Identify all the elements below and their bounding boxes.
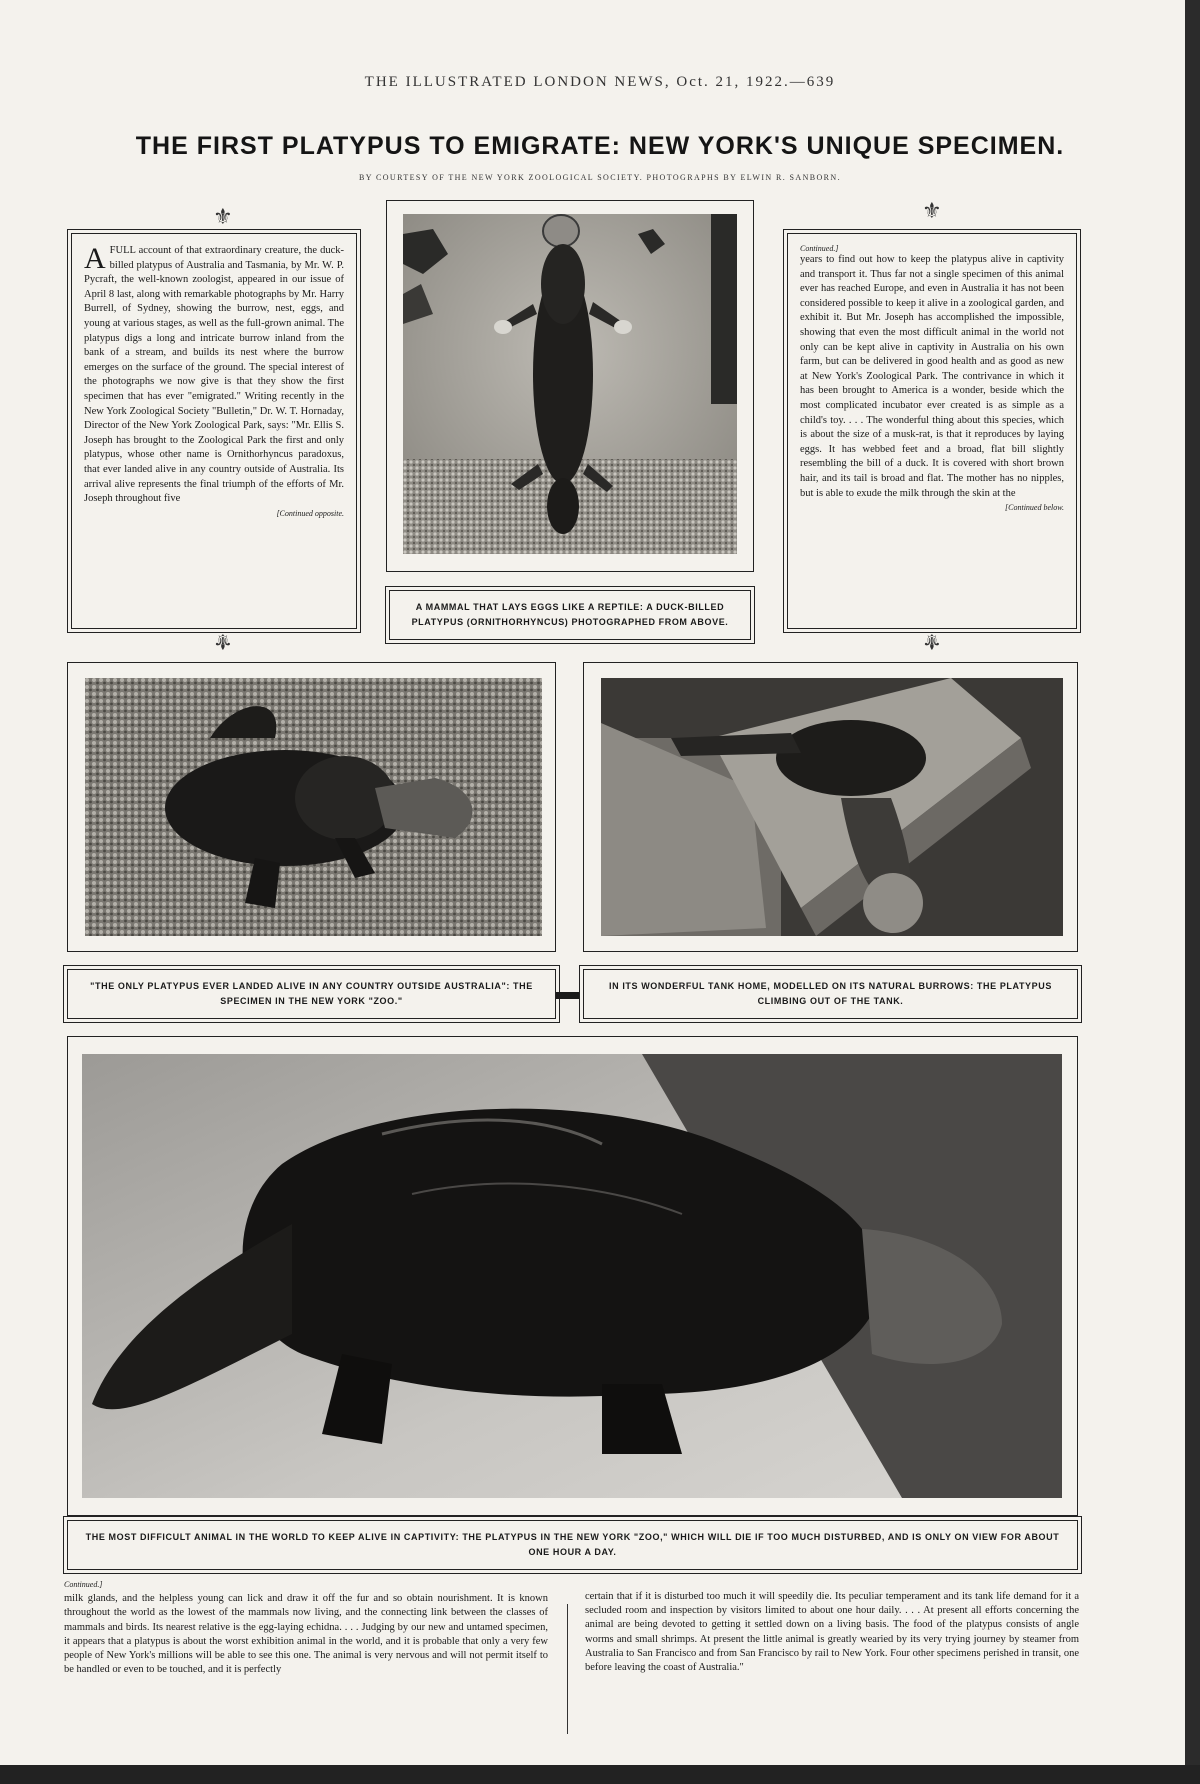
article-column-right (787, 233, 1077, 629)
article-body: FULL account of that extraordinary creature, the duck-billed platypus of Australia and Tasmania, by Mr. W. P. Pycraft, the well-known zoologist, appeared in our issue of April 8 last, along with remarkable photographs by Mr. Harry Burrell, of Sydney, showing the burrow, nest, eggs, and young at various stages, as well as the full-grown animal. The platypus digs a long and intricate burrow inland from the bank of a stream, and builds its nest where the burrow emerges on the surface of the ground. The special interest of the photographs we now give is that they show the first specimen that has ever "emigrated." Writing recently in the New York Zoological Society "Bulletin," Dr. W. T. Hornaday, Director of the New York Zoological Park, says: "Mr. Ellis S. Joseph has brought to the Zoological Park the first and only platypus, whose other name is Ornithorhyncus paradoxus, that ever landed alive in any country outside of Australia. Its arrival alive represents the final triumph of the efforts of Mr. Joseph throughout five (84, 245, 344, 505)
running-head: THE ILLUSTRATED LONDON NEWS, Oct. 21, 1922.—639 (364, 74, 836, 90)
platypus-photo-from-above (403, 214, 737, 554)
article-text (84, 244, 344, 507)
photo-credit: BY COURTESY OF THE NEW YORK ZOOLOGICAL SOCIETY. PHOTOGRAPHS BY ELWIN R. SANBORN. (359, 173, 841, 182)
column-divider (567, 1604, 568, 1734)
fleur-ornament-icon: ⚜ (922, 629, 942, 654)
article-body: certain that if it is disturbed too much it will speedily die. Its peculiar temperament and its tank life demand for it a secluded room and inspection by visitors limited to about one hour daily. . . . At present all efforts concerning the animal are being devoted to getting it settled down on a living basis. The food of the platypus consists of angle worms and small shrimps. At present the little animal is greatly wearied by its very trying journey by steamer from Australia to San Francisco and from San Francisco by rail to New York. Four other specimens perished in transit, one before leaving the coast of Australia." (585, 1591, 1079, 1674)
continued-from-note: Continued.] (64, 1580, 103, 1589)
fleur-ornament-icon: ⚜ (922, 198, 942, 223)
bottom-column-right (585, 1590, 1079, 1675)
continued-note: [Continued opposite. (276, 508, 344, 518)
page-edge-right (1185, 0, 1200, 1784)
continued-from-note: Continued.] (800, 244, 839, 253)
fleur-ornament-icon: ⚜ (213, 629, 233, 654)
fleur-ornament-icon: ⚜ (213, 204, 233, 229)
continued-note: [Continued below. (1005, 503, 1064, 513)
platypus-photo-tank (601, 678, 1063, 936)
caption-middle-right: IN ITS WONDERFUL TANK HOME, MODELLED ON ITS NATURAL BURROWS: THE PLATYPUS CLIMBING OUT OF THE TANK. (583, 969, 1078, 1019)
caption-middle-left: "THE ONLY PLATYPUS EVER LANDED ALIVE IN ANY COUNTRY OUTSIDE AUSTRALIA": THE SPECIMEN IN THE NEW YORK "ZOO." (67, 969, 556, 1019)
page-edge-bottom (0, 1765, 1200, 1784)
drop-cap: A (84, 242, 106, 275)
bottom-column-left (64, 1578, 548, 1677)
platypus-photo-large (82, 1054, 1062, 1498)
article-body: years to find out how to keep the platypus alive in captivity and transport it. Thus far not a single specimen of this animal ever has reached Europe, and even in Australia it has not been considered possible to keep it alive in a zoological garden, and exhibit it. But Mr. Joseph has accomplished the impossible, showing that even the most difficult animal in the world not only can be kept alive in captivity in Australia on his own farm, but can be delivered in good health and as good as new at New York's Zoological Park. The contrivance in which it has been brought to America is a wonder, beside which the most complicated incubator ever created is as simple as a child's toy. . . . The wonderful thing about this species, which is about the size of a musk-rat, is that it reproduces by laying eggs. It has webbed feet and a broad, flat bill slightly resembling the bill of a duck. It is covered with short brown hair, and its tail is broad and flat. The mother has no nipples, but is able to exude the milk through the skin at the (800, 254, 1064, 499)
caption-connector (556, 992, 582, 999)
article-body: milk glands, and the helpless young can lick and draw it off the fur and so obtain nourishment. It is known throughout the world as the lowest of the mammals now living, and the connecting link between the classes of mammals and birds. Its nearest relative is the egg-laying echidna. . . . Judging by our new and untamed specimen, it appears that a platypus is about the worst exhibition animal in the world, and it is probable that only a very few people of New York's millions will be able to see this one. The animal is very nervous and will not permit itself to be handled or even to be touched, and it is perfectly (64, 1593, 548, 1676)
page-title: THE FIRST PLATYPUS TO EMIGRATE: NEW YORK'S UNIQUE SPECIMEN. (135, 132, 1065, 160)
article-column-left (71, 233, 357, 629)
platypus-photo-on-gravel (85, 678, 542, 936)
caption-top-photo: A MAMMAL THAT LAYS EGGS LIKE A REPTILE: A DUCK-BILLED PLATYPUS (ORNITHORHYNCUS) PHOTOGRAPHED FROM ABOVE. (389, 590, 751, 640)
caption-bottom-photo: THE MOST DIFFICULT ANIMAL IN THE WORLD TO KEEP ALIVE IN CAPTIVITY: THE PLATYPUS IN THE NEW YORK "ZOO," WHICH WILL DIE IF TOO MUCH DISTURBED, AND IS ONLY ON VIEW FOR ABOUT ONE HOUR A DAY. (67, 1520, 1078, 1570)
